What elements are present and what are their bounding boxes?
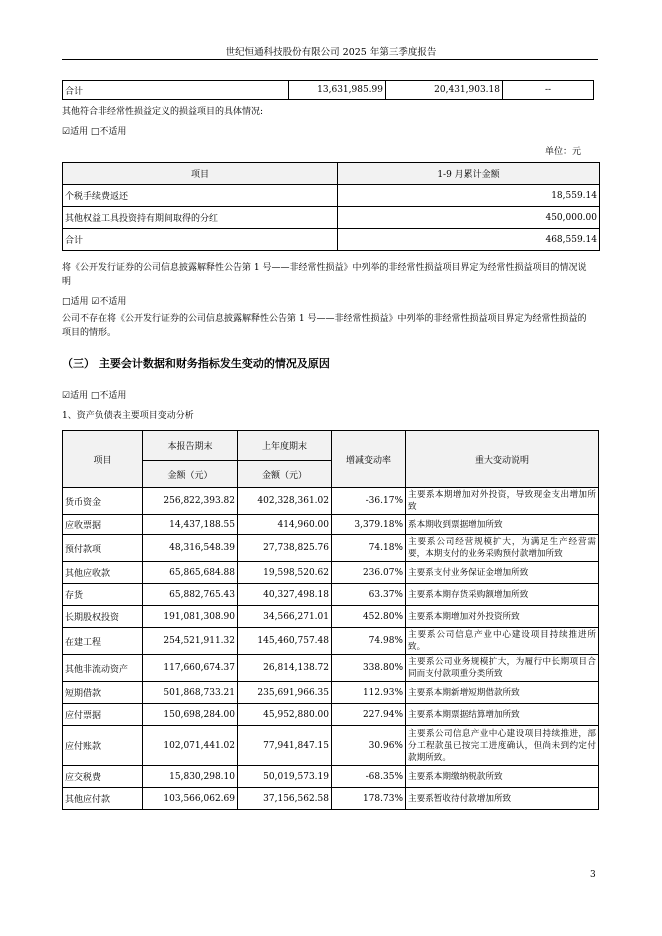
table-row [63, 185, 600, 207]
t2-value: 468,559.14 [338, 229, 600, 251]
applicable-check-3: ☑适用 □不适用 [62, 391, 127, 401]
row-description: 主要系支付业务保证金增加所致 [406, 562, 599, 584]
table-row [63, 726, 599, 766]
row-description: 主要系本期增加对外投资，导致现金支出增加所致 [406, 488, 599, 515]
t3-header-item: 项目 [63, 431, 143, 488]
row-label: 其他应收款 [63, 562, 143, 584]
row-current: 15,830,298.10 [143, 766, 238, 788]
row-previous: 37,156,562.58 [238, 788, 332, 810]
row-previous: 50,019,573.19 [238, 766, 332, 788]
row-previous: 26,814,138.72 [238, 655, 332, 682]
row-current: 254,521,911.32 [143, 628, 238, 655]
row-label: 长期股权投资 [63, 606, 143, 628]
page-header: 世纪恒通科技股份有限公司 2025 年第三季度报告 [225, 47, 437, 58]
row-description: 主要系公司信息产业中心建设项目持续推进，部分工程款虽已按完工进度确认，但尚未到约定付款期所致。 [406, 726, 599, 766]
row-description: 主要系公司信息产业中心建设项目持续推进所致。 [406, 628, 599, 655]
t3-header-amount-2: 金额（元） [238, 461, 332, 488]
row-description: 主要系本期缴纳税款所致 [406, 766, 599, 788]
t3-header-description: 重大变动说明 [406, 431, 599, 488]
table-row [63, 207, 600, 229]
row-current: 65,865,684.88 [143, 562, 238, 584]
row-previous: 235,691,966.35 [238, 682, 332, 704]
total-value-3: -- [503, 81, 594, 100]
section-title: （三） 主要会计数据和财务指标发生变动的情况及原因 [62, 357, 330, 370]
balance-sheet-change-table [62, 430, 599, 810]
row-previous: 77,941,847.15 [238, 726, 332, 766]
row-current: 256,822,393.82 [143, 488, 238, 515]
row-rate: 236.07% [332, 562, 406, 584]
row-rate: 30.96% [332, 726, 406, 766]
t3-header-rate: 增减变动率 [332, 431, 406, 488]
row-rate: 178.73% [332, 788, 406, 810]
row-current: 117,660,674.37 [143, 655, 238, 682]
total-value-1: 13,631,985.99 [289, 81, 386, 100]
t2-header-amount: 1-9 月累计金额 [338, 163, 600, 185]
row-label: 货币资金 [63, 488, 143, 515]
total-label: 合计 [63, 81, 289, 100]
row-current: 48,316,548.39 [143, 535, 238, 562]
t2-label: 合计 [63, 229, 338, 251]
applicable-check-1: ☑适用 □不适用 [62, 127, 127, 137]
t2-header-item: 项目 [63, 163, 338, 185]
row-current: 103,566,062.69 [143, 788, 238, 810]
row-current: 65,882,765.43 [143, 584, 238, 606]
table-row [63, 628, 599, 655]
row-previous: 27,738,825.76 [238, 535, 332, 562]
t2-value: 18,559.14 [338, 185, 600, 207]
row-previous: 145,460,757.48 [238, 628, 332, 655]
page-number: 3 [590, 870, 596, 880]
row-description: 主要系本期存货采购额增加所致 [406, 584, 599, 606]
header-divider [62, 59, 598, 60]
row-rate: 74.18% [332, 535, 406, 562]
row-previous: 40,327,498.18 [238, 584, 332, 606]
t2-label: 个税手续费返还 [63, 185, 338, 207]
table-row [63, 535, 599, 562]
table-row [63, 562, 599, 584]
row-description: 主要系暂收待付款增加所致 [406, 788, 599, 810]
row-current: 14,437,188.55 [143, 515, 238, 535]
row-description: 主要系本期新增短期借款所致 [406, 682, 599, 704]
row-rate: 74.98% [332, 628, 406, 655]
row-label: 应付票据 [63, 704, 143, 726]
row-rate: 112.93% [332, 682, 406, 704]
row-previous: 402,328,361.02 [238, 488, 332, 515]
row-rate: 452.80% [332, 606, 406, 628]
t3-header-previous: 上年度期末 [238, 431, 332, 461]
other-items-text: 其他符合非经常性损益定义的损益项目的具体情况: [62, 107, 264, 117]
nonrecurring-table [62, 162, 600, 251]
table-row [63, 766, 599, 788]
t3-header-amount-1: 金额（元） [143, 461, 238, 488]
row-previous: 45,952,880.00 [238, 704, 332, 726]
total-value-2: 20,431,903.18 [386, 81, 503, 100]
row-label: 其他应付款 [63, 788, 143, 810]
row-rate: 63.37% [332, 584, 406, 606]
row-current: 191,081,308.90 [143, 606, 238, 628]
row-rate: -36.17% [332, 488, 406, 515]
table-row [63, 788, 599, 810]
row-label: 其他非流动资产 [63, 655, 143, 682]
applicable-check-2: □适用 ☑不适用 [62, 297, 127, 307]
row-label: 应交税费 [63, 766, 143, 788]
t2-value: 450,000.00 [338, 207, 600, 229]
unit-label: 单位：元 [545, 147, 582, 157]
row-description: 主要系公司经营规模扩大，为满足生产经营需要，本期支付的业务采购预付款增加所致 [406, 535, 599, 562]
t3-header-current: 本报告期末 [143, 431, 238, 461]
top-total-table [62, 80, 594, 100]
row-previous: 34,566,271.01 [238, 606, 332, 628]
row-rate: 227.94% [332, 704, 406, 726]
table-row [63, 704, 599, 726]
explanation-text-1: 将《公开发行证券的公司信息披露解释性公告第 1 号——非经常性损益》中列举的非经常性损益项目界定为经常性损益项目的情况说明 [62, 263, 587, 287]
row-rate: 3,379.18% [332, 515, 406, 535]
row-current: 501,868,733.21 [143, 682, 238, 704]
table-row [63, 606, 599, 628]
row-description: 主要系本期增加对外投资所致 [406, 606, 599, 628]
row-current: 102,071,441.02 [143, 726, 238, 766]
table-row [63, 682, 599, 704]
row-rate: 338.80% [332, 655, 406, 682]
row-label: 短期借款 [63, 682, 143, 704]
row-description: 主要系本期票据结算增加所致 [406, 704, 599, 726]
row-label: 预付款项 [63, 535, 143, 562]
row-current: 150,698,284.00 [143, 704, 238, 726]
subsection-title: 1、资产负债表主要项目变动分析 [62, 411, 194, 421]
row-label: 在建工程 [63, 628, 143, 655]
row-previous: 414,960.00 [238, 515, 332, 535]
t2-label: 其他权益工具投资持有期间取得的分红 [63, 207, 338, 229]
table-row [63, 515, 599, 535]
row-label: 应收票据 [63, 515, 143, 535]
row-label: 存货 [63, 584, 143, 606]
row-previous: 19,598,520.62 [238, 562, 332, 584]
row-rate: -68.35% [332, 766, 406, 788]
table-row [63, 488, 599, 515]
table-row [63, 655, 599, 682]
row-label: 应付账款 [63, 726, 143, 766]
table-row [63, 229, 600, 251]
row-description: 主要系公司业务规模扩大，为履行中长期项目合同而支付款项重分类所致 [406, 655, 599, 682]
table-row [63, 584, 599, 606]
explanation-text-2: 公司不存在将《公开发行证券的公司信息披露解释性公告第 1 号——非经常性损益》中列举的非经常性损益项目界定为经常性损益的项目的情形。 [62, 314, 587, 338]
row-description: 系本期收到票据增加所致 [406, 515, 599, 535]
